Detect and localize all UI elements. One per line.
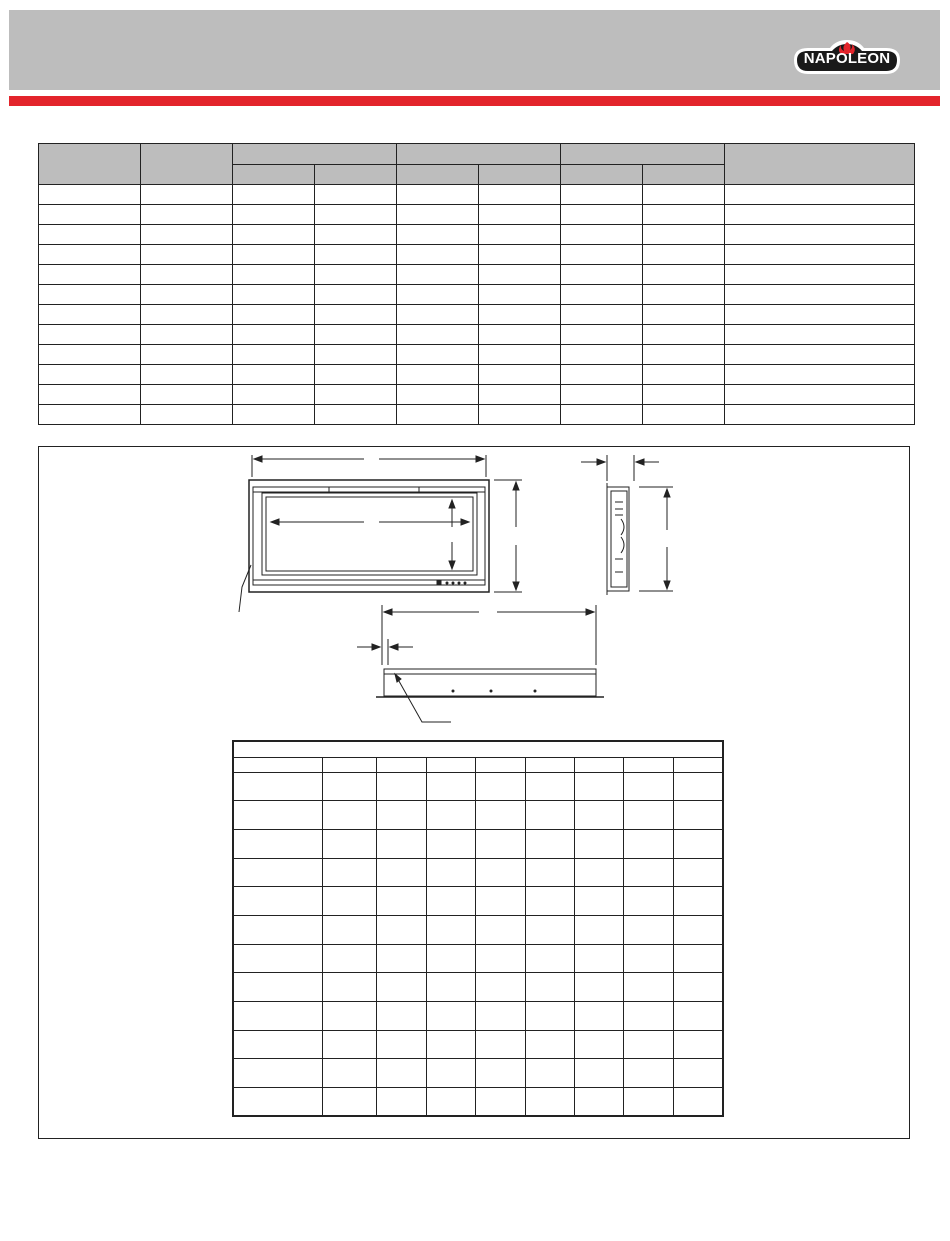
dimension-table-cell <box>233 973 322 1002</box>
dimension-table-cell <box>322 915 376 944</box>
spec-table-cell <box>233 385 315 405</box>
dimension-table-cell <box>673 973 723 1002</box>
dimension-table-cell <box>233 801 322 830</box>
dimension-table-cell <box>673 1030 723 1059</box>
spec-table-cell <box>725 205 915 225</box>
dimension-table-cell <box>322 829 376 858</box>
spec-table-cell <box>643 345 725 365</box>
spec-table-cell <box>479 385 561 405</box>
spec-table-cell <box>397 325 479 345</box>
dimension-table-cell <box>673 915 723 944</box>
dimension-table-row <box>233 973 723 1002</box>
spec-table-cell <box>141 185 233 205</box>
spec-table-cell <box>643 325 725 345</box>
spec-table-cell <box>141 345 233 365</box>
spec-table-cell <box>725 345 915 365</box>
dimension-table-cell <box>322 858 376 887</box>
dimension-table-cell <box>426 1059 475 1088</box>
dimension-table-cell <box>376 772 426 801</box>
dimension-table-cell <box>376 973 426 1002</box>
dimension-table-cell <box>525 1088 574 1117</box>
dimension-table-header-cell <box>623 757 673 772</box>
dimension-table-cell <box>525 829 574 858</box>
spec-table-cell <box>397 185 479 205</box>
dimension-table-cell <box>376 915 426 944</box>
spec-table-cell <box>315 325 397 345</box>
spec-table-cell <box>725 405 915 425</box>
spec-table-cell <box>315 245 397 265</box>
dimension-table-cell <box>376 1002 426 1031</box>
spec-table-cell <box>397 265 479 285</box>
dimension-table-header-cell <box>574 757 623 772</box>
dimension-table-cell <box>525 801 574 830</box>
spec-table-cell <box>315 385 397 405</box>
spec-table-cell <box>643 245 725 265</box>
dimension-table-cell <box>574 772 623 801</box>
spec-table-cell <box>397 345 479 365</box>
dimension-table-cell <box>426 1002 475 1031</box>
spec-table-cell <box>39 365 141 385</box>
dimension-table-cell <box>233 944 322 973</box>
spec-table-cell <box>479 305 561 325</box>
dimension-table-header-row <box>233 757 723 772</box>
dimension-table-cell <box>623 1002 673 1031</box>
dimension-table-cell <box>475 858 525 887</box>
spec-table-cell <box>39 405 141 425</box>
dimension-table-header-cell <box>426 757 475 772</box>
dimension-table-cell <box>322 944 376 973</box>
spec-table-cell <box>561 405 643 425</box>
dimension-table-cell <box>233 915 322 944</box>
spec-table-cell <box>561 345 643 365</box>
dimension-table-cell <box>475 801 525 830</box>
spec-table <box>38 143 915 425</box>
spec-table-cell <box>315 185 397 205</box>
dimension-table-cell <box>322 973 376 1002</box>
dimension-table-row <box>233 1059 723 1088</box>
dimension-table-cell <box>574 801 623 830</box>
spec-table-cell <box>315 405 397 425</box>
spec-table-cell <box>233 365 315 385</box>
dimension-table-row <box>233 1030 723 1059</box>
dimension-table-cell <box>475 1030 525 1059</box>
spec-table-cell <box>479 325 561 345</box>
spec-table-row <box>39 225 915 245</box>
spec-table-cell <box>141 325 233 345</box>
dimension-table-row <box>233 858 723 887</box>
dimension-table-header-cell <box>376 757 426 772</box>
dimension-table-row <box>233 915 723 944</box>
spec-table-cell <box>397 205 479 225</box>
dimension-table-cell <box>623 973 673 1002</box>
spec-table-cell <box>315 265 397 285</box>
spec-table-cell <box>479 345 561 365</box>
spec-table-cell <box>233 405 315 425</box>
header-accent-bar <box>9 96 940 106</box>
spec-table-cell <box>39 285 141 305</box>
spec-table-cell <box>643 205 725 225</box>
dimension-table-cell <box>673 944 723 973</box>
spec-table-cell <box>233 345 315 365</box>
spec-table-cell <box>725 325 915 345</box>
dimension-table-cell <box>623 944 673 973</box>
dimension-table-cell <box>376 944 426 973</box>
dimension-table-cell <box>475 973 525 1002</box>
spec-table-cell <box>561 285 643 305</box>
spec-table-cell <box>39 345 141 365</box>
dimension-table-cell <box>475 1088 525 1117</box>
dimension-table-cell <box>574 1059 623 1088</box>
spec-table-cell <box>39 325 141 345</box>
spec-table-cell <box>315 345 397 365</box>
spec-table-cell <box>315 365 397 385</box>
spec-table-cell <box>479 365 561 385</box>
spec-subheader-cell <box>315 165 397 185</box>
spec-table-row <box>39 305 915 325</box>
spec-table-cell <box>397 225 479 245</box>
spec-table-cell <box>643 305 725 325</box>
logo-wordmark: NAPOLEON <box>803 50 891 67</box>
spec-table-cell <box>643 365 725 385</box>
spec-table-cell <box>643 405 725 425</box>
dimension-table-cell <box>574 1030 623 1059</box>
dimension-table-row <box>233 772 723 801</box>
spec-table-row <box>39 385 915 405</box>
spec-table-row <box>39 285 915 305</box>
spec-table-cell <box>233 185 315 205</box>
spec-table-row <box>39 405 915 425</box>
spec-table-cell <box>141 305 233 325</box>
dimension-table-cell <box>376 1088 426 1117</box>
spec-table-cell <box>141 405 233 425</box>
dimension-table-cell <box>525 772 574 801</box>
spec-table-cell <box>561 305 643 325</box>
dimension-table-cell <box>475 1059 525 1088</box>
spec-table-cell <box>39 385 141 405</box>
napoleon-logo <box>790 36 904 80</box>
spec-subheader-cell <box>233 165 315 185</box>
dimension-table-cell <box>574 887 623 916</box>
dimension-table-header-cell <box>525 757 574 772</box>
dimension-table-cell <box>574 829 623 858</box>
spec-table-cell <box>725 265 915 285</box>
dimension-table-cell <box>623 915 673 944</box>
dimension-table-cell <box>426 915 475 944</box>
dimension-table-cell <box>376 1030 426 1059</box>
dimension-table <box>232 740 724 1117</box>
dimension-table-cell <box>525 973 574 1002</box>
spec-table-cell <box>397 245 479 265</box>
spec-table-cell <box>479 245 561 265</box>
dimension-table-cell <box>322 772 376 801</box>
dimension-table-cell <box>233 1002 322 1031</box>
dimension-table-cell <box>673 772 723 801</box>
spec-table-row <box>39 205 915 225</box>
spec-table-cell <box>643 385 725 405</box>
spec-table-cell <box>39 205 141 225</box>
dimension-table-cell <box>426 1030 475 1059</box>
spec-table-cell <box>141 205 233 225</box>
spec-table-cell <box>643 225 725 245</box>
spec-table-cell <box>141 265 233 285</box>
spec-header-group <box>397 144 561 165</box>
spec-subheader-cell <box>479 165 561 185</box>
dimension-table-cell <box>322 1030 376 1059</box>
spec-table-cell <box>643 285 725 305</box>
dimension-table-cell <box>322 1002 376 1031</box>
dimension-table-cell <box>673 858 723 887</box>
spec-subheader-cell <box>643 165 725 185</box>
dimension-table-cell <box>623 887 673 916</box>
spec-table-cell <box>397 285 479 305</box>
spec-table-cell <box>561 245 643 265</box>
dimension-table-cell <box>233 1059 322 1088</box>
dimension-table-row <box>233 801 723 830</box>
dimension-table-cell <box>233 1088 322 1117</box>
dimension-table-header-cell <box>475 757 525 772</box>
spec-table-cell <box>315 205 397 225</box>
spec-table-cell <box>561 205 643 225</box>
spec-table-cell <box>233 205 315 225</box>
spec-table-cell <box>141 225 233 245</box>
spec-table-cell <box>479 205 561 225</box>
spec-table-cell <box>479 185 561 205</box>
spec-table-cell <box>315 285 397 305</box>
spec-table-cell <box>561 365 643 385</box>
spec-table-cell <box>643 265 725 285</box>
spec-table-cell <box>39 245 141 265</box>
dimension-table-row <box>233 1088 723 1117</box>
spec-subheader-cell <box>397 165 479 185</box>
spec-table-cell <box>479 285 561 305</box>
dimension-table-cell <box>574 915 623 944</box>
dimension-table-cell <box>475 772 525 801</box>
dimension-table-title-row <box>233 741 723 757</box>
dimension-table-cell <box>475 887 525 916</box>
spec-table-cell <box>561 265 643 285</box>
dimension-table-cell <box>623 1030 673 1059</box>
dimension-table-cell <box>525 858 574 887</box>
spec-table-cell <box>479 225 561 245</box>
spec-table-cell <box>397 305 479 325</box>
spec-table-cell <box>39 225 141 245</box>
dimension-table-cell <box>233 829 322 858</box>
dimension-table-cell <box>623 1059 673 1088</box>
dimension-table-cell <box>233 887 322 916</box>
spec-table-cell <box>561 225 643 245</box>
spec-table-row <box>39 185 915 205</box>
dimension-table-cell <box>426 1088 475 1117</box>
dimension-table-cell <box>574 858 623 887</box>
spec-header-cell <box>725 144 915 185</box>
spec-header-cell <box>141 144 233 185</box>
dimension-table-cell <box>426 829 475 858</box>
dimension-table-cell <box>673 829 723 858</box>
dimension-table-header-cell <box>233 757 322 772</box>
spec-table-cell <box>397 405 479 425</box>
spec-table-row <box>39 245 915 265</box>
spec-subheader-cell <box>561 165 643 185</box>
spec-table-cell <box>643 185 725 205</box>
dimension-table-cell <box>376 887 426 916</box>
dimension-table-cell <box>525 1030 574 1059</box>
dimension-table-cell <box>233 858 322 887</box>
spec-table-cell <box>233 325 315 345</box>
dimension-table-row <box>233 887 723 916</box>
dimension-table-cell <box>376 858 426 887</box>
spec-table-cell <box>141 245 233 265</box>
spec-table-cell <box>233 225 315 245</box>
dimension-table-cell <box>233 1030 322 1059</box>
dimension-table-cell <box>525 887 574 916</box>
dimension-table-cell <box>426 772 475 801</box>
dimension-table-cell <box>475 915 525 944</box>
spec-table-cell <box>39 185 141 205</box>
dimension-table-row <box>233 944 723 973</box>
dimension-table-cell <box>426 801 475 830</box>
spec-table-cell <box>725 225 915 245</box>
dimension-table-cell <box>322 1059 376 1088</box>
dimension-table-cell <box>426 973 475 1002</box>
spec-table-cell <box>233 305 315 325</box>
dimension-table-cell <box>574 944 623 973</box>
spec-table-cell <box>561 325 643 345</box>
spec-header-group <box>561 144 725 165</box>
dimension-table-cell <box>426 858 475 887</box>
dimension-table-cell <box>475 944 525 973</box>
spec-table-row <box>39 325 915 345</box>
spec-header-group <box>233 144 397 165</box>
spec-table-cell <box>233 245 315 265</box>
spec-table-cell <box>233 265 315 285</box>
dimension-table-cell <box>376 801 426 830</box>
spec-table-cell <box>725 365 915 385</box>
dimension-table-cell <box>673 801 723 830</box>
spec-header-cell <box>39 144 141 185</box>
dimension-table-cell <box>426 887 475 916</box>
dimension-table-cell <box>475 1002 525 1031</box>
spec-table-cell <box>479 405 561 425</box>
spec-table-cell <box>141 285 233 305</box>
dimension-table-cell <box>475 829 525 858</box>
spec-table-cell <box>233 285 315 305</box>
spec-table-cell <box>39 265 141 285</box>
spec-table-cell <box>39 305 141 325</box>
spec-table-cell <box>141 385 233 405</box>
dimension-table-cell <box>233 772 322 801</box>
dimension-table-cell <box>574 1088 623 1117</box>
dimension-table-cell <box>673 1002 723 1031</box>
dimension-table-cell <box>623 1088 673 1117</box>
dimension-table-cell <box>322 801 376 830</box>
spec-table-cell <box>561 185 643 205</box>
dimension-table-row <box>233 829 723 858</box>
spec-table-cell <box>725 285 915 305</box>
spec-table-cell <box>479 265 561 285</box>
dimension-table-cell <box>426 944 475 973</box>
spec-table-cell <box>315 225 397 245</box>
spec-table-row <box>39 365 915 385</box>
spec-table-row <box>39 265 915 285</box>
dimension-table-title-cell <box>233 741 723 757</box>
spec-table-cell <box>725 245 915 265</box>
dimension-table-cell <box>574 973 623 1002</box>
dimension-table-cell <box>673 1088 723 1117</box>
dimension-table-cell <box>623 829 673 858</box>
dimension-table-cell <box>525 915 574 944</box>
spec-table-cell <box>561 385 643 405</box>
dimension-table-cell <box>574 1002 623 1031</box>
dimension-table-cell <box>673 887 723 916</box>
spec-table-cell <box>725 185 915 205</box>
spec-table-cell <box>315 305 397 325</box>
spec-table-cell <box>725 305 915 325</box>
dimension-table-cell <box>376 829 426 858</box>
dimension-table-header-cell <box>322 757 376 772</box>
spec-table-cell <box>397 385 479 405</box>
dimension-table-cell <box>322 887 376 916</box>
dimension-table-row <box>233 1002 723 1031</box>
spec-table-cell <box>397 365 479 385</box>
spec-table-cell <box>725 385 915 405</box>
dimension-table-cell <box>376 1059 426 1088</box>
dimension-table-cell <box>623 858 673 887</box>
dimension-table-cell <box>525 944 574 973</box>
spec-table-row <box>39 345 915 365</box>
dimension-table-cell <box>623 801 673 830</box>
dimension-table-cell <box>525 1002 574 1031</box>
dimension-table-header-cell <box>673 757 723 772</box>
dimension-table-cell <box>673 1059 723 1088</box>
dimension-table-cell <box>623 772 673 801</box>
dimension-table-cell <box>322 1088 376 1117</box>
dimension-table-cell <box>525 1059 574 1088</box>
spec-table-cell <box>141 365 233 385</box>
